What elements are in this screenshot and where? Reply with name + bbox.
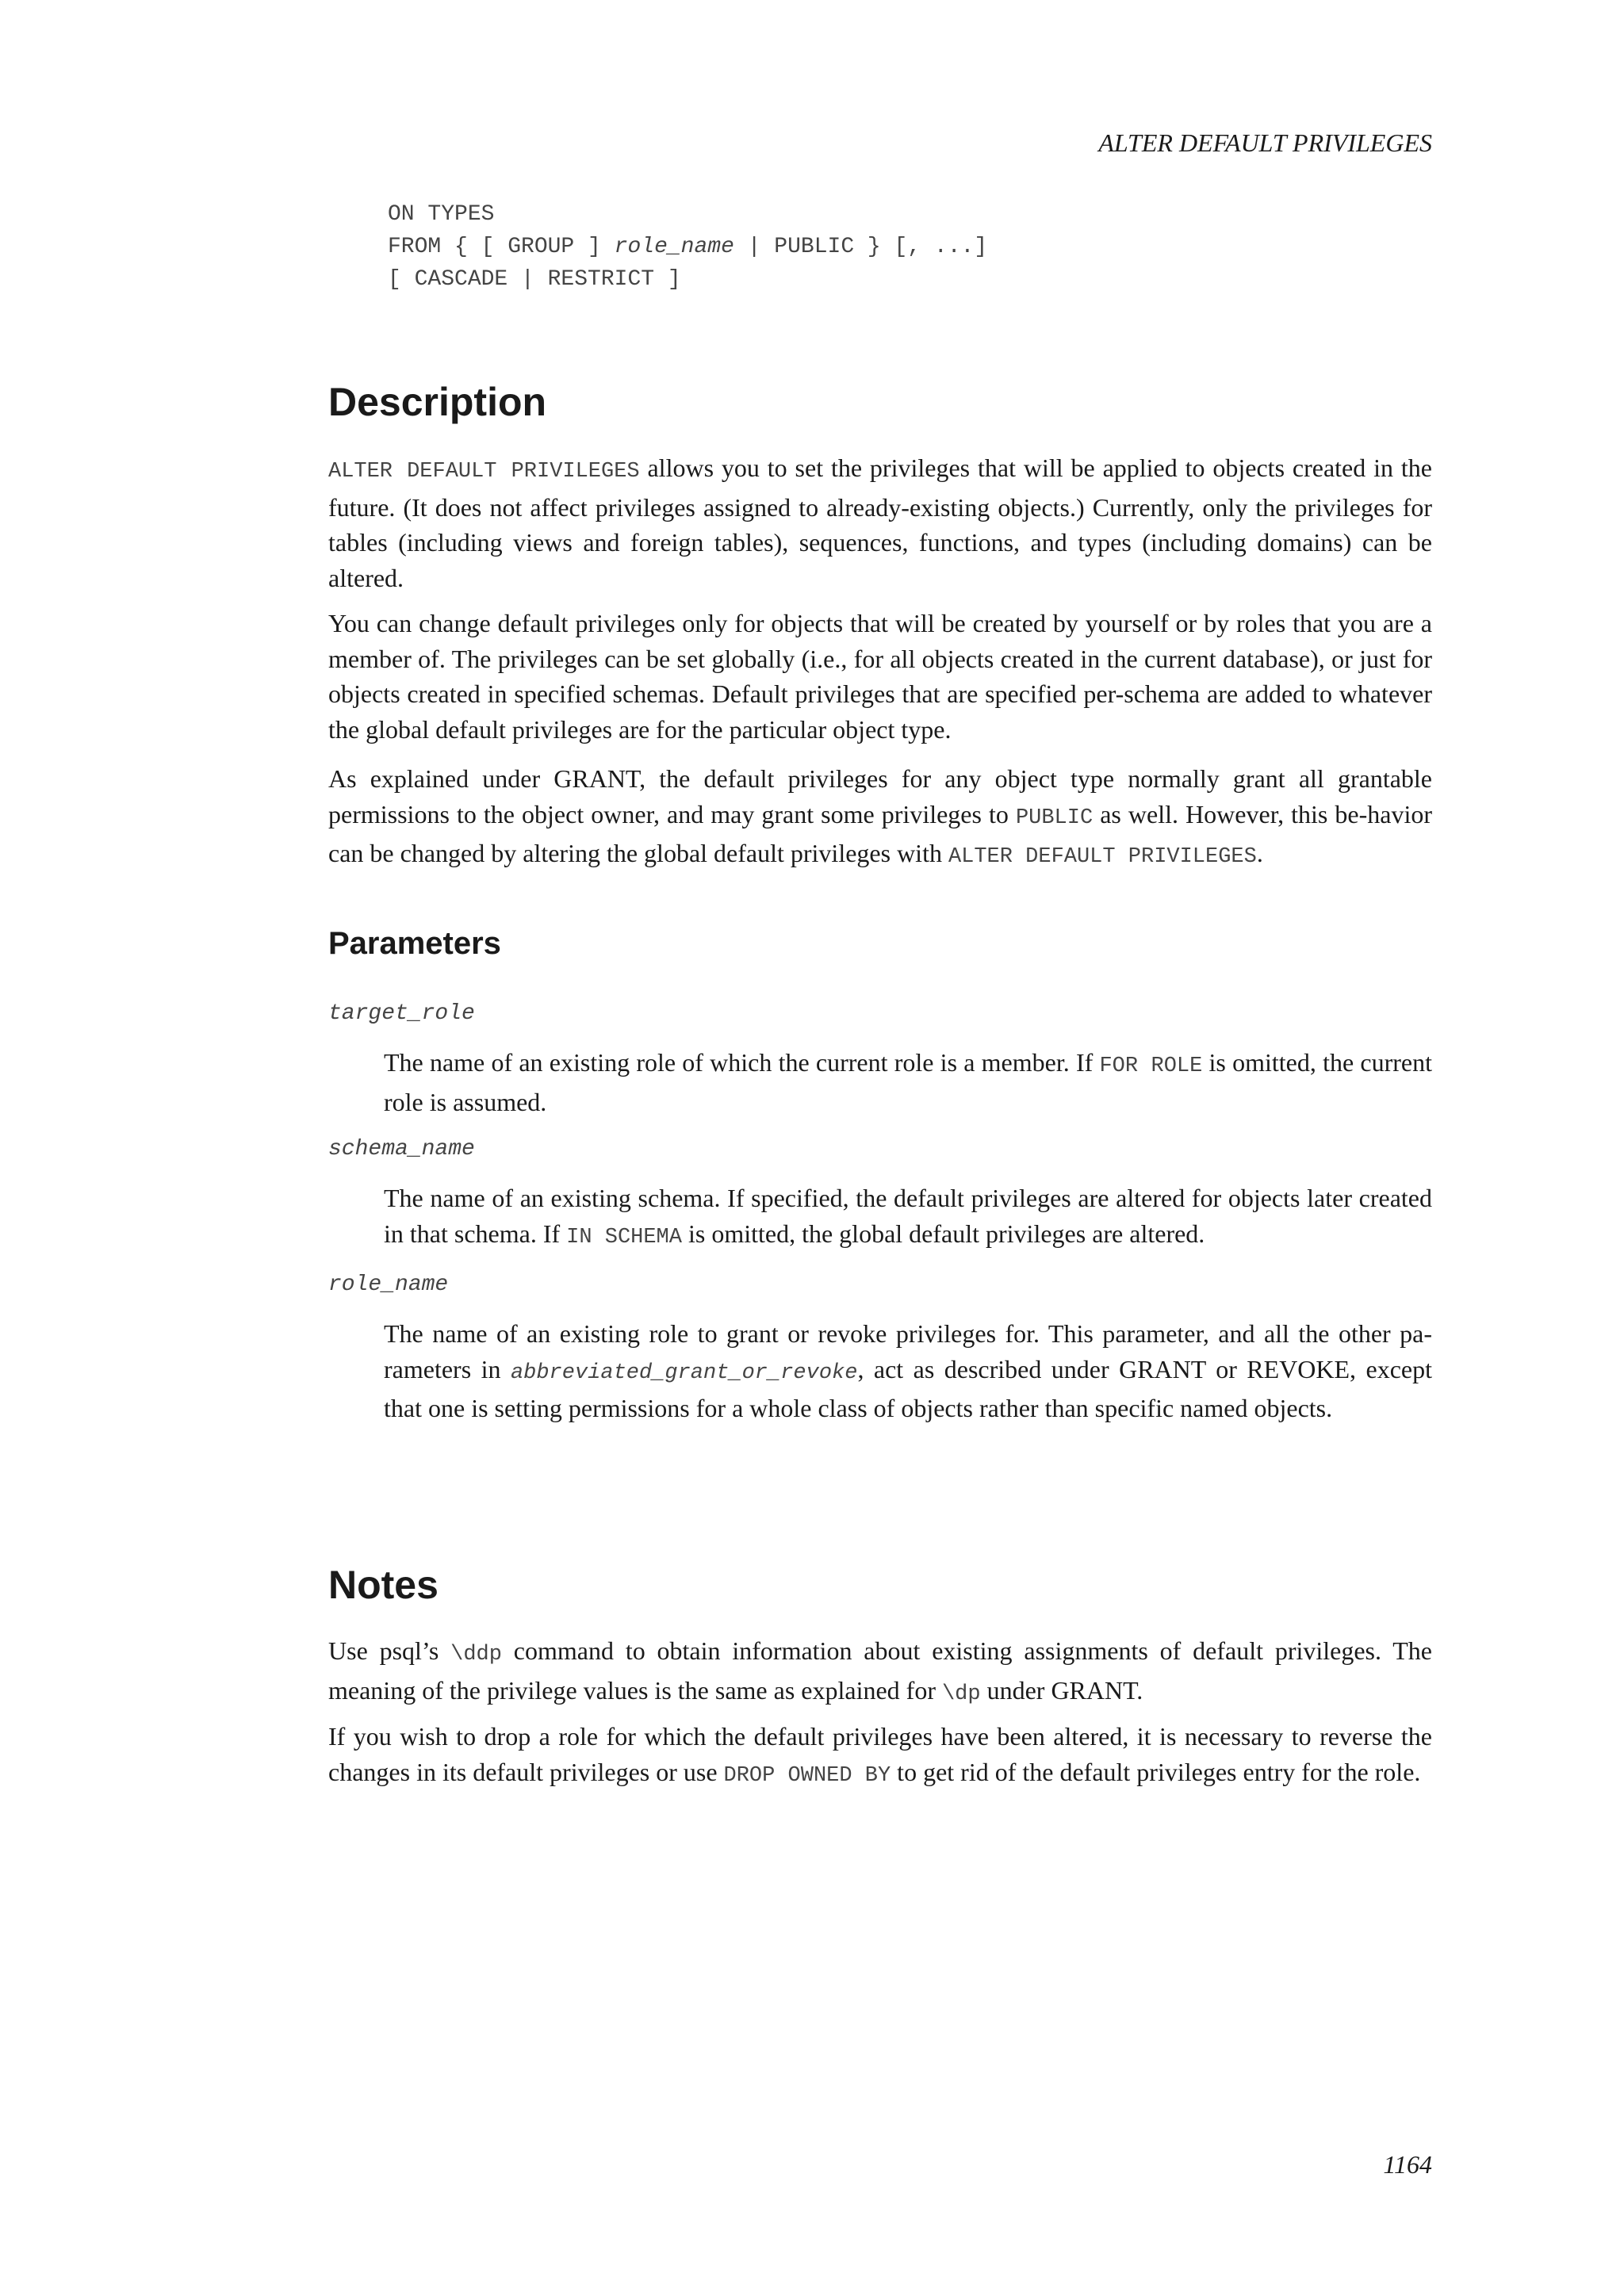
description-paragraph-2: You can change default privileges only for objects that will be created by yourself or by roles that you are a member of. The privileges can be set globally (i.e., for all objects created in the current database), or just for objects created in specified schemas. Default privileges that are specified per-schema are added to whatever the global default privileges are for the particular object type.: [328, 609, 1432, 744]
running-head: ALTER DEFAULT PRIVILEGES: [1098, 128, 1432, 157]
notes-paragraph-1: Use psql’s \ddp command to obtain information about existing assignments of default privileges. The meaning of the privilege values is the same as explained for \dp under GRANT.: [328, 1636, 1433, 1706]
param-term-role-name: role_name: [328, 1272, 449, 1297]
code-ddp: \ddp: [450, 1643, 502, 1667]
synopsis-line-2b: role_name: [614, 235, 734, 259]
synopsis-line-1: ON TYPES: [388, 202, 495, 227]
code-public: PUBLIC: [1015, 806, 1094, 830]
synopsis-line-2a: FROM { [ GROUP ]: [388, 235, 615, 259]
description-heading: Description: [328, 380, 547, 424]
synopsis-code-block: [388, 198, 987, 296]
description-paragraph-1: ALTER DEFAULT PRIVILEGES allows you to set the privileges that will be applied to objects created in the future. (It does not affect privileges assigned to already-existing objects.) Currently, only the privileges for tables (including views and foreign tables), sequences, functions, and types (including domains) can be altered.: [328, 453, 1432, 592]
notes-paragraph-2: If you wish to drop a role for which the default privileges have been altered, it is necessary to reverse the changes in its default privileges or use DROP OWNED BY to get rid of the default privileges entry for the role.: [328, 1722, 1432, 1788]
description-paragraph-3: As explained under GRANT, the default privileges for any object type normally grant all grantable permissions to the object owner, and may grant some privileges to PUBLIC as well. However, this be-havior can be changed by altering the global default privileges with ALTER DEFAULT PRIVILEGES.: [328, 764, 1433, 869]
code-alter-default-privileges: ALTER DEFAULT PRIVILEGES: [328, 460, 640, 484]
code-abbreviated-grant-or-revoke: abbreviated_grant_or_revoke: [510, 1360, 858, 1385]
param-term-target-role: target_role: [328, 1001, 475, 1026]
code-alter-default-privileges-2: ALTER DEFAULT PRIVILEGES: [948, 845, 1257, 869]
synopsis-line-2c: | PUBLIC } [, ...]: [733, 235, 988, 259]
param-def-target-role: The name of an existing role of which the current role is a member. If FOR ROLE is omitted, the current role is assumed.: [384, 1048, 1433, 1116]
notes-heading: Notes: [328, 1563, 439, 1607]
code-dp: \dp: [941, 1682, 981, 1706]
code-drop-owned-by: DROP OWNED BY: [723, 1763, 891, 1788]
synopsis-line-3: [ CASCADE | RESTRICT ]: [388, 267, 681, 292]
param-term-schema-name: schema_name: [328, 1137, 475, 1161]
param-def-role-name: The name of an existing role to grant or revoke privileges for. This parameter, and all the other pa-rameters in abbreviated_grant_or_revoke, act as described under GRANT or REVOKE, except that one is setting permissions for a whole class of objects rather than specific named objects.: [384, 1319, 1433, 1422]
page-number: 1164: [1383, 2150, 1432, 2179]
param-def-schema-name: The name of an existing schema. If specified, the default privileges are altered for objects later created in that schema. If IN SCHEMA is omitted, the global default privileges are altered.: [384, 1184, 1432, 1249]
parameters-heading: Parameters: [328, 926, 501, 961]
